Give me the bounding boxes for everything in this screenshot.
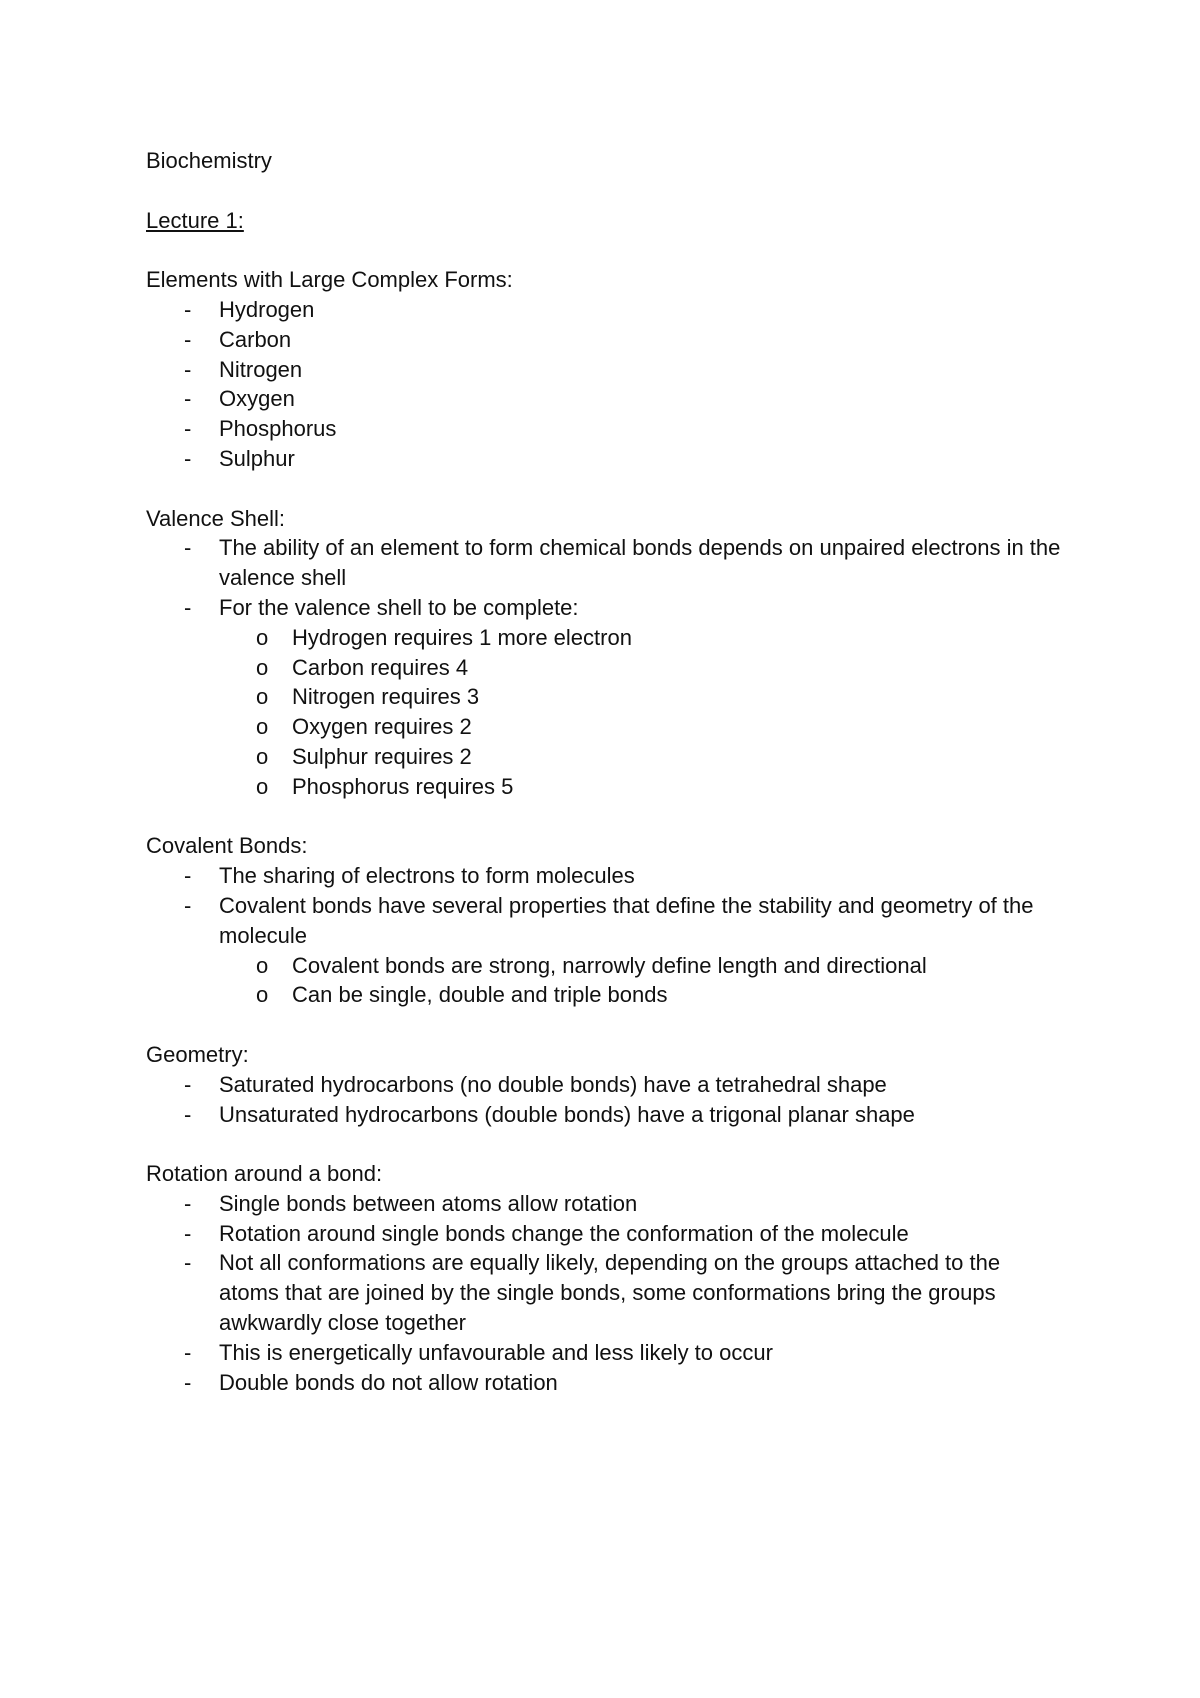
list-item: - Carbon	[146, 325, 1066, 355]
circle-marker: o	[256, 743, 269, 769]
circle-marker: o	[256, 982, 269, 1008]
dash-marker: -	[184, 863, 192, 889]
dash-marker: -	[184, 416, 192, 442]
circle-marker: o	[256, 952, 269, 978]
list-item: - Unsaturated hydrocarbons (double bonds) have a trigonal planar shape	[146, 1100, 1066, 1130]
list-item: - Sulphur	[146, 444, 1066, 474]
list-item: - Not all conformations are equally likely, depending on the groups attached to the atoms that are joined by the single bonds, some conformations bring the groups awkwardly close together	[184, 1250, 1001, 1336]
geometry-heading: Geometry:	[146, 1041, 249, 1067]
sub-list-item: o Sulphur requires 2	[146, 742, 1066, 772]
circle-marker: o	[256, 714, 269, 740]
elements-heading: Elements with Large Complex Forms:	[146, 267, 513, 293]
list-item: - Oxygen	[146, 384, 1066, 414]
list-item: - Nitrogen	[146, 355, 1066, 385]
circle-marker: o	[256, 773, 269, 799]
dash-marker: -	[184, 356, 192, 382]
list-item: - Single bonds between atoms allow rotation	[146, 1189, 1066, 1219]
valence-heading: Valence Shell:	[146, 505, 286, 531]
dash-marker: -	[184, 1220, 192, 1246]
circle-marker: o	[256, 654, 269, 680]
list-item: - Rotation around single bonds change the conformation of the molecule	[146, 1219, 1066, 1249]
circle-marker: o	[256, 684, 269, 710]
lecture-heading: Lecture 1:	[146, 207, 244, 233]
dash-marker: -	[184, 1339, 192, 1365]
list-item: - The ability of an element to form chemical bonds depends on unpaired electrons in the valence shell	[184, 535, 1061, 591]
rotation-heading: Rotation around a bond:	[146, 1161, 383, 1187]
sub-list-item: o Oxygen requires 2	[146, 712, 1066, 742]
list-item: - For the valence shell to be complete:	[146, 593, 1066, 623]
dash-marker: -	[184, 386, 192, 412]
list-item: - Phosphorus	[146, 414, 1066, 444]
document-body	[146, 146, 1066, 1397]
dash-marker: -	[184, 1071, 192, 1097]
dash-marker: -	[184, 892, 192, 918]
sub-list-item: o Covalent bonds are strong, narrowly define length and directional	[146, 951, 1066, 981]
sub-list-item: o Nitrogen requires 3	[146, 682, 1066, 712]
list-item: - Covalent bonds have several properties that define the stability and geometry of the molecule	[184, 892, 1034, 948]
covalent-heading: Covalent Bonds:	[146, 833, 308, 859]
sub-list-item: o Phosphorus requires 5	[146, 772, 1066, 802]
list-item: - Saturated hydrocarbons (no double bonds) have a tetrahedral shape	[146, 1070, 1066, 1100]
dash-marker: -	[184, 296, 192, 322]
dash-marker: -	[184, 445, 192, 471]
dash-marker: -	[184, 1190, 192, 1216]
list-item: - This is energetically unfavourable and less likely to occur	[146, 1338, 1066, 1368]
dash-marker: -	[184, 1250, 192, 1276]
circle-marker: o	[256, 624, 269, 650]
list-item: - Double bonds do not allow rotation	[146, 1368, 1066, 1398]
dash-marker: -	[184, 1369, 192, 1395]
sub-list-item: o Carbon requires 4	[146, 653, 1066, 683]
list-item: - The sharing of electrons to form molecules	[146, 861, 1066, 891]
document-title: Biochemistry	[146, 148, 272, 173]
list-item: - Hydrogen	[146, 295, 1066, 325]
dash-marker: -	[184, 594, 192, 620]
dash-marker: -	[184, 1101, 192, 1127]
sub-list-item: o Hydrogen requires 1 more electron	[146, 623, 1066, 653]
dash-marker: -	[184, 326, 192, 352]
dash-marker: -	[184, 535, 192, 561]
sub-list-item: o Can be single, double and triple bonds	[146, 980, 1066, 1010]
